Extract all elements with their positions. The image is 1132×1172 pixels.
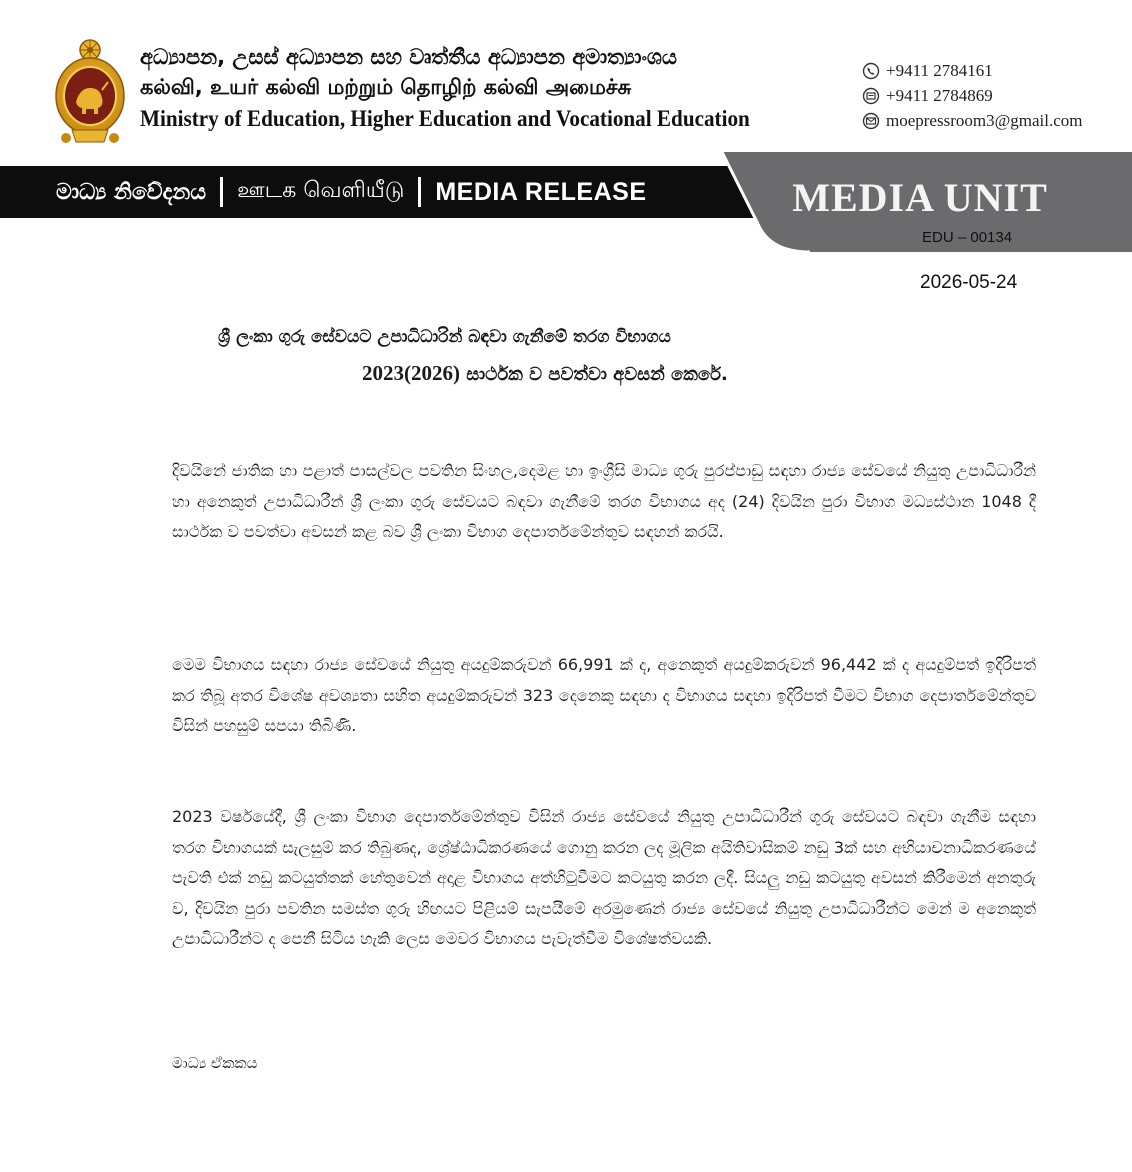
email-address: moepressroom3@gmail.com [886,110,1083,130]
media-unit-title: MEDIA UNIT [792,175,1048,220]
contact-block [862,58,1122,133]
ministry-name-sinhala: අධ්‍යාපන, උසස් අධ්‍යාපන සහ වෘත්තීය අධ්‍යාපන අමාත්‍යාංශය [140,45,678,69]
body-paragraph-3: 2023 වර්ෂයේදී, ශ්‍රී ලංකා විභාග දෙපාර්තමේන්තුව විසින් රාජ්‍ය සේවයේ නියුතු උපාධිධාරීන් ගුරු සේවයට බඳවා ගැනීම සඳහා තරග විභාගයක් සැලසුම් කර තිබුණද, ශ්‍රේෂ්ඨාධිකරණයේ ගොනු කරන ලද මූලික අයිතිවාසිකම් නඩු 3ක් සහ අභියාචනාධිකරණයේ පැවති එක් නඩු කටයුත්තක් හේතුවෙන් අදාළ විභාගය අත්හිටුවීමට කටයුතු කරන ලදී. සියලු නඩු කටයුතු අවසන් කිරීමෙන් අනතුරු ව, දිවයින පුරා පවතින සමස්ත ගුරු හිඟයට පිළියම් සැපයීමේ අරමුණෙන් රාජ්‍ය සේවයේ නියුතු උපාධිධාරීන්ට මෙන් ම අනෙකුත් උපාධිධාරීන්ට ද පෙනී සිටිය හැකි ලෙස මෙවර විභාගය පැවැත්වීම විශේෂත්වයකි. [172,807,1036,948]
contact-fax [862,83,1122,108]
sri-lanka-emblem [52,38,128,148]
headline-line-1: ශ්‍රී ලංකා ගුරු සේවයට උපාධිධාරින් බඳවා ගැනීමේ තරග විභාගය [218,327,671,347]
reference-number: EDU – 00134 [922,229,1013,246]
band-label-english: MEDIA RELEASE [435,177,647,206]
contact-phone [862,58,1122,83]
phone-icon [862,62,880,80]
email-icon [862,112,880,130]
headline-line-2-text: සාර්ථක ව පවත්වා අවසන් කෙරේ. [460,364,728,385]
ministry-name-tamil: கல்வி, உயர் கல்வி மற்றும் தொழிற் கல்வி அமைச்சு [140,75,632,99]
fax-icon [862,87,880,105]
fax-number: +9411 2784869 [886,85,993,105]
media-release-label [56,166,647,218]
headline-year: 2023(2026) [362,361,460,385]
band-label-tamil: ஊடக வெளியீடு [237,178,405,203]
ministry-name-english: Ministry of Education, Higher Education and Vocational Education [140,106,750,131]
signature: මාධ්‍ය ඒකකය [172,1054,258,1072]
phone-number: +9411 2784161 [886,60,993,80]
headline-line-2 [362,361,728,386]
release-date: 2026-05-24 [920,272,1018,293]
band-divider [418,177,421,207]
ministry-name [140,42,820,136]
band-divider [220,177,223,207]
body-paragraph-1: දිවයිනේ ජාතික හා පළාත් පාසල්වල පවතින සිංහල,දෙමළ හා ඉංග්‍රීසි මාධ්‍ය ගුරු පුරප්පාඩු සඳහා රාජ්‍ය සේවයේ නියුතු උපාධිධාරීන් හා අනෙකුත් උපාධිධාරීන් ශ්‍රී ලංකා ගුරු සේවයට බඳවා ගැනීමේ තරග විභාගය අද (24) දිවයින පුරා විභාග මධ්‍යස්ථාන 1048 දී සාර්ථක ව පවත්වා අවසන් කළ බව ශ්‍රී ලංකා විභාග දෙපාර්තමේන්තුව සඳහන් කරයි. [172,461,1036,541]
contact-email [862,108,1122,133]
body-paragraph-2: මෙම විභාගය සඳහා රාජ්‍ය සේවයේ නියුතු අයදුම්කරුවන් 66,991 ක් ද, අනෙකුත් අයදුම්කරුවන් 96,442 ක් ද අයදුම්පත් ඉදිරිපත් කර තිබූ අතර විශේෂ අවශ්‍යතා සහිත අයදුම්කරුවන් 323 දෙනෙකු සඳහා ද විභාගය සඳහා ඉදිරිපත් වීමට විභාග දෙපාර්තමේන්තුව විසින් පහසුම් සපයා තිබිණි. [172,655,1036,735]
band-label-sinhala: මාධ්‍ය නිවේදනය [56,179,207,205]
